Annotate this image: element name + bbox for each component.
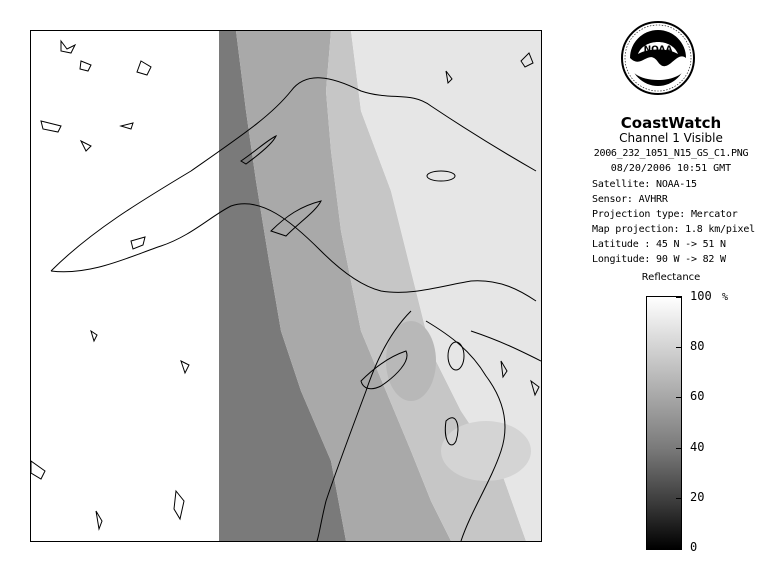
small-lake [31, 461, 45, 479]
app-title: CoastWatch [620, 114, 722, 132]
noaa-logo [618, 18, 698, 110]
legend-tick [676, 498, 682, 499]
small-lake [137, 61, 151, 75]
legend-unit: % [722, 292, 729, 303]
map-projection-label: Map projection: 1.8 km/pixel [592, 224, 755, 235]
legend-tick-label: 0 [690, 540, 698, 554]
legend-tick-label: 60 [690, 389, 705, 404]
legend-title: Reflectance [641, 272, 701, 283]
small-lake [131, 237, 145, 249]
small-lake [181, 361, 189, 373]
legend-tick [676, 297, 682, 298]
image-filename: 2006_232_1051_N15_GS_C1.PNG [593, 148, 749, 159]
longitude-label: Longitude: 90 W -> 82 W [592, 254, 726, 265]
small-lake [91, 331, 97, 341]
legend-tick [676, 347, 682, 348]
sensor-label: Sensor: AVHRR [592, 194, 668, 205]
small-lake [121, 123, 133, 129]
legend-tick-label: 40 [690, 439, 705, 454]
legend-tick [676, 448, 682, 449]
satellite-map [30, 30, 542, 542]
projection-type-label: Projection type: Mercator [592, 209, 738, 220]
map-svg [31, 31, 541, 541]
noaa-logo-graphic [618, 18, 698, 110]
imagery-layer [219, 31, 541, 541]
legend-tick-label: 80 [690, 339, 705, 354]
legend-tick [676, 548, 682, 549]
cloud-patch [441, 421, 531, 481]
channel-subtitle: Channel 1 Visible [619, 131, 723, 145]
small-lake [80, 61, 91, 71]
legend-tick [676, 397, 682, 398]
legend-tick-label: 100 [690, 289, 712, 303]
latitude-label: Latitude : 45 N -> 51 N [592, 239, 726, 250]
reflectance-colorbar [646, 296, 682, 550]
small-lake [61, 41, 75, 53]
legend-tick-label: 20 [690, 489, 705, 504]
small-lake [41, 121, 61, 132]
small-lake [174, 491, 184, 519]
noaa-logo-text: NOAA [643, 45, 673, 55]
satellite-label: Satellite: NOAA-15 [592, 179, 697, 190]
small-lake [81, 141, 91, 151]
date-time: 08/20/2006 10:51 GMT [610, 163, 732, 174]
small-lake [96, 511, 102, 529]
